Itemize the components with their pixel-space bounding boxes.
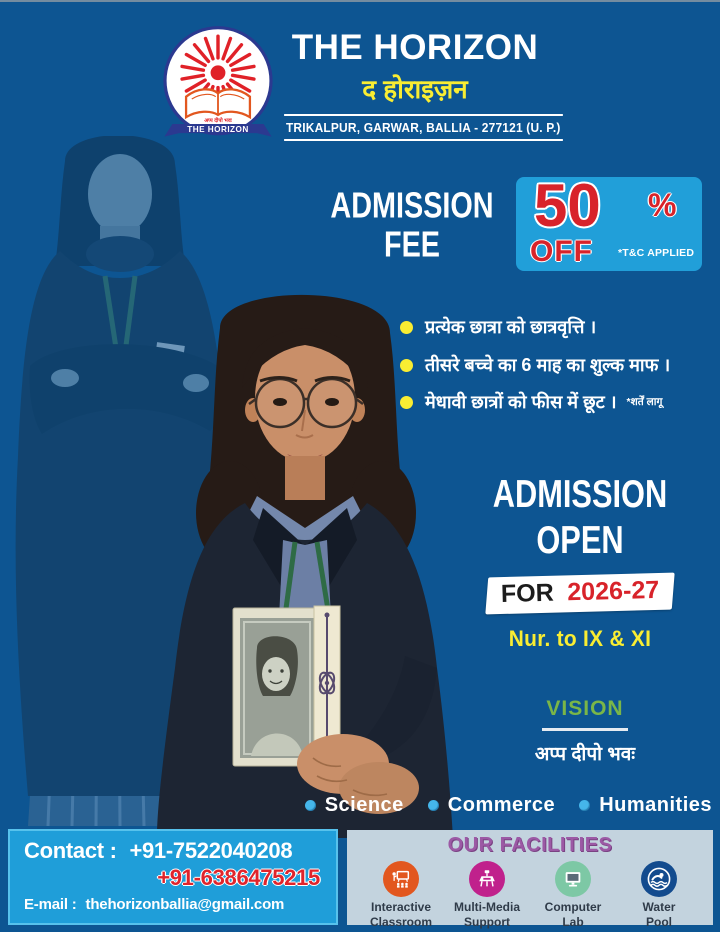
session-box <box>485 573 674 615</box>
stream-label: Science <box>324 793 404 816</box>
for-label: FOR <box>500 578 555 609</box>
stream-item <box>428 794 555 817</box>
header <box>272 28 561 141</box>
percent-sign: % <box>648 187 677 223</box>
phone-secondary: +91-6386475215 <box>157 865 320 890</box>
stream-bullet <box>428 800 439 811</box>
benefit-text: तीसरे बच्चे का 6 माह का शुल्क माफ । <box>425 354 671 375</box>
logo-ribbon-text: THE HORIZON <box>187 125 249 135</box>
facility-label: Water Pool <box>642 900 676 929</box>
offer-title-line2: FEE <box>383 223 440 264</box>
phone-primary: +91-7522040208 <box>129 838 293 863</box>
logo-motto: अप्प दीपो भवः <box>204 117 232 124</box>
facility-label: Computer Lab <box>544 900 602 929</box>
admission-open-block <box>468 474 692 652</box>
stream-bullet <box>305 800 316 811</box>
facility-item <box>445 861 529 929</box>
vision-block <box>500 697 670 766</box>
classroom-icon <box>383 861 419 897</box>
facility-item <box>359 861 443 929</box>
contact-label: Contact : <box>24 838 117 863</box>
vision-motto: अप्प दीपो भवः <box>534 744 636 765</box>
offer-title-line1: ADMISSION <box>330 184 494 226</box>
bullet-dot <box>400 396 413 409</box>
stream-label: Commerce <box>447 793 556 816</box>
email-label: E-mail : <box>24 896 77 913</box>
monitor-icon <box>555 861 591 897</box>
stream-item <box>579 794 712 817</box>
sun-dot-icon <box>211 65 226 80</box>
school-name: THE HORIZON <box>291 28 539 67</box>
stream-item <box>305 794 404 817</box>
streams-bar <box>0 792 720 818</box>
facilities-heading: OUR FACILITIES <box>447 834 613 856</box>
benefit-item <box>400 354 720 377</box>
facilities-panel <box>347 830 713 929</box>
facility-label: Multi-Media Support <box>454 900 520 929</box>
open-book-icon <box>186 89 250 117</box>
discount-value: 50 <box>534 172 601 239</box>
benefit-item <box>400 391 720 414</box>
stream-bullet <box>579 800 590 811</box>
facility-item <box>617 861 701 929</box>
classes-range: Nur. to IX & XI <box>508 626 652 652</box>
benefits-note: *शर्तें लागू <box>626 395 663 408</box>
benefits-list <box>400 316 720 429</box>
terms-note: *T&C APPLIED <box>618 247 695 259</box>
school-address: TRIKALPUR, GARWAR, BALLIA - 277121 (U. P.) <box>284 114 562 141</box>
email-address: thehorizonballia@gmail.com <box>85 896 285 913</box>
vision-heading: VISION <box>546 697 624 720</box>
facility-item <box>531 861 615 929</box>
contact-line <box>24 838 326 864</box>
projector-icon <box>469 861 505 897</box>
top-edge-strip <box>0 0 720 2</box>
offer-title <box>322 186 502 263</box>
admission-heading-line2: OPEN <box>536 518 624 562</box>
session-value: 2026-27 <box>566 576 660 607</box>
benefit-text: प्रत्येक छात्रा को छात्रवृत्ति । <box>425 317 597 337</box>
school-name-hindi: द होराइज़न <box>362 73 468 104</box>
admission-heading-line1: ADMISSION <box>492 472 668 516</box>
school-logo <box>158 26 278 140</box>
facility-row <box>347 857 713 929</box>
bullet-dot <box>400 321 413 334</box>
facility-label: Interactive Classroom <box>369 900 433 929</box>
off-label: OFF <box>530 235 593 268</box>
benefit-item <box>400 316 720 339</box>
vision-divider <box>542 728 628 731</box>
bullet-dot <box>400 359 413 372</box>
email-line <box>24 896 326 913</box>
swimmer-icon <box>641 861 677 897</box>
discount-badge <box>516 172 702 271</box>
benefit-text: मेधावी छात्रों को फीस में छूट । <box>425 392 617 412</box>
contact-panel <box>8 829 338 925</box>
stream-label: Humanities <box>599 793 712 816</box>
